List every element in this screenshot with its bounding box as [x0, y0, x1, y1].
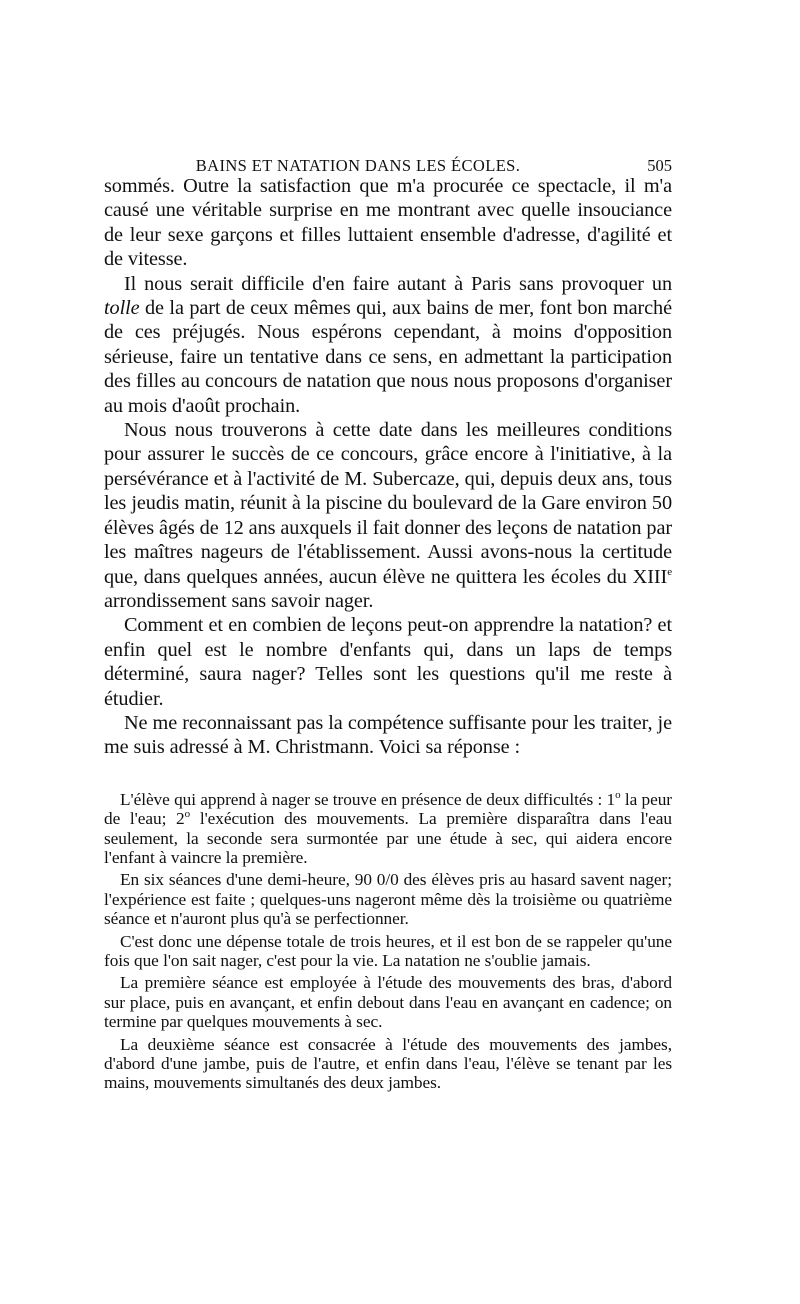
text-run: arrondissement sans savoir nager.	[104, 589, 374, 612]
paragraph-questions: Comment et en combien de leçons peut-on apprendre la natation? et enfin quel est le nombre d'enfants qui, dans un laps de temps déterminé, saura nager? Telles sont les questions qu'il me reste à étudier.	[104, 614, 672, 710]
quote-paragraph: La première séance est employée à l'étude des mouvements des bras, d'abord sur place, puis en avançant, et enfin debout dans l'eau en avançant en cadence; on termine par quelques mouvements à sec.	[104, 973, 672, 1032]
running-title: BAINS ET NATATION DANS LES ÉCOLES.	[195, 156, 521, 175]
quote-paragraph: C'est donc une dépense totale de trois heures, et il est bon de se rappeler qu'une fois que l'on sait nager, c'est pour la vie. La natation ne s'oublie jamais.	[104, 931, 672, 970]
superscript: o	[615, 788, 621, 801]
text-run: de la part de ceux mêmes qui, aux bains de mer, font bon marché de ces préjugés. Nous espérons cependant, à moins d'opposition sérieuse, faire un tentative dans ce sens, en admettant la participation des filles au concours de natation que nous nous proposons d'organiser au mois d'août prochain.	[104, 297, 672, 417]
running-header	[104, 148, 672, 174]
main-text	[104, 174, 672, 760]
text-run: Nous nous trouverons à cette date dans les meilleures conditions pour assurer le succès de ce concours, grâce encore à l'initiative, à la persévérance et à l'activité de M. Subercaze, qui, depuis deux ans, tous les jeudis matin, réunit à la piscine du boulevard de la Gare environ 50 élèves âgés de 12 ans auxquels il fait donner des leçons de natation par les maîtres nageurs de l'établissement. Aussi avons-nous la certitude que, dans quelques années, aucun élève ne quittera les écoles du XIII	[104, 419, 672, 588]
paragraph-continued: sommés. Outre la satisfaction que m'a procurée ce spectacle, il m'a causé une véritable surprise en me montrant avec quelle insouciance de leur sexe garçons et filles luttaient ensemble d'adresse, d'agilité et de vitesse.	[104, 175, 672, 271]
quote-paragraph: En six séances d'une demi-heure, 90 0/0 des élèves pris au hasard savent nager; l'expérience est faite ; quelques-uns nageront même dès la troisième ou quatrième séance et n'auront plus qu'à se perfectionner.	[104, 870, 672, 929]
text-run: L'élève qui apprend à nager se trouve en présence de deux difficultés : 1	[120, 789, 616, 809]
superscript: o	[184, 808, 191, 821]
paragraph-reponse: Ne me reconnaissant pas la compétence suffisante pour les traiter, je me suis adressé à M. Christmann. Voici sa réponse :	[104, 711, 672, 759]
paragraph-concours	[104, 418, 672, 613]
superscript: e	[667, 565, 672, 578]
italic-term: tolle	[104, 297, 140, 320]
quoted-reply	[104, 790, 672, 1093]
quote-paragraph	[104, 790, 672, 868]
page-number: 505	[647, 156, 672, 175]
quote-paragraph: La deuxième séance est consacrée à l'étude des mouvements des jambes, d'abord d'une jambe, puis de l'autre, et enfin dans l'eau, l'élève se tenant par les mains, mouvements simultanés des deux jambes.	[104, 1034, 672, 1093]
paragraph-tolle	[104, 272, 672, 418]
text-run: l'exécution des mouvements. La première disparaîtra dans l'eau seulement, la seconde sera surmontée par une étude à sec, qui aidera encore l'enfant à vaincre la première.	[104, 809, 672, 867]
text-run: Il nous serait difficile d'en faire autant à Paris sans provoquer un	[124, 272, 672, 295]
book-page	[104, 148, 672, 1093]
text-run: la peur de l'eau; 2	[104, 789, 672, 829]
